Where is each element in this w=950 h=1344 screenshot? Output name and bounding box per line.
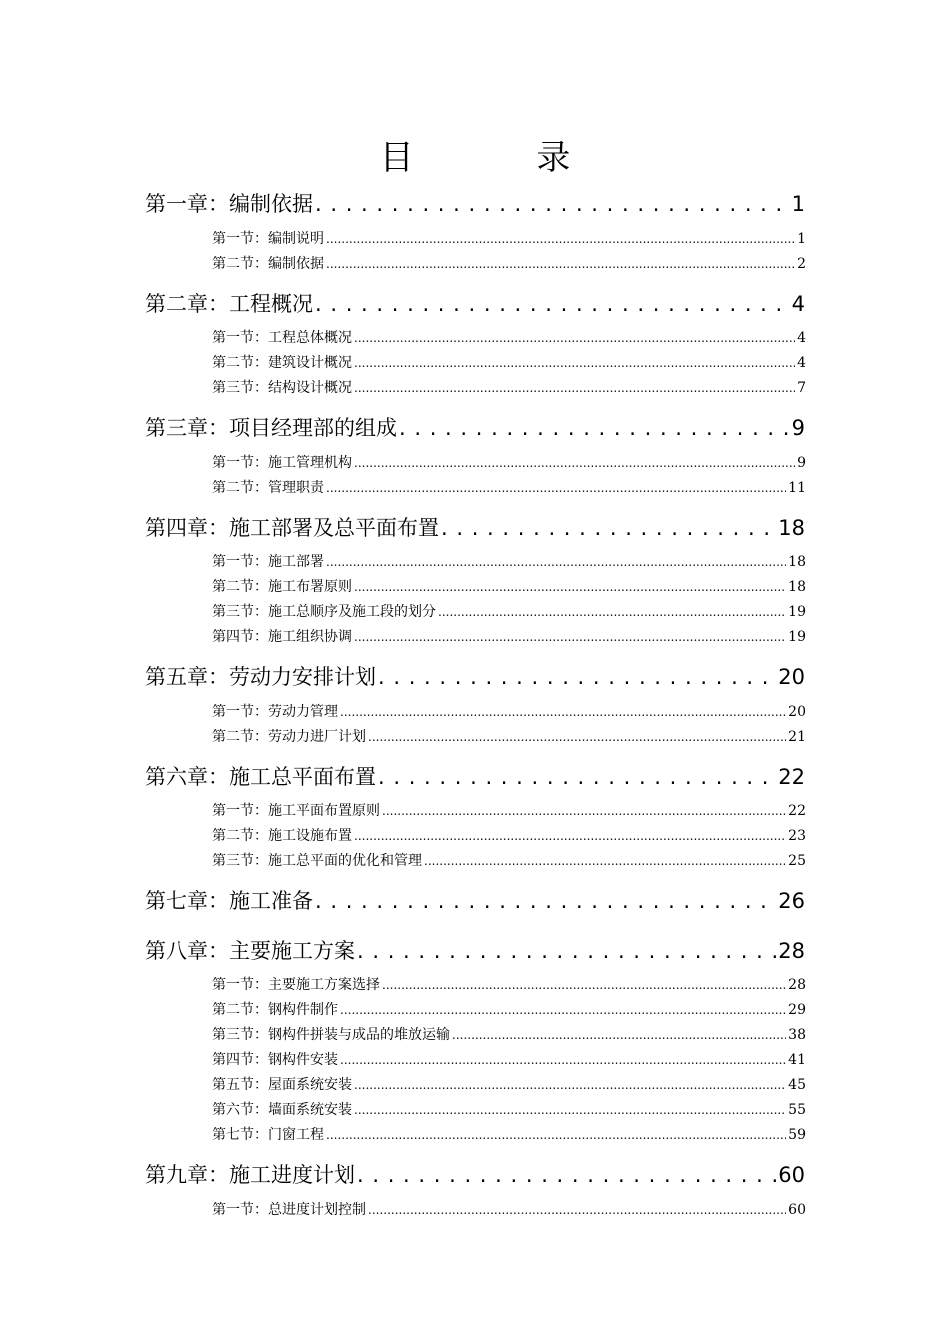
toc-section-entry[interactable] xyxy=(212,601,806,621)
dot-leader xyxy=(382,977,786,993)
dot-leader xyxy=(357,939,776,963)
toc-page-number: 22 xyxy=(788,803,806,819)
toc-page-number: 41 xyxy=(788,1052,806,1068)
dot-leader xyxy=(368,1202,786,1218)
toc-entry-label: 第一节：编制说明 xyxy=(212,231,324,247)
toc-page-number: 22 xyxy=(778,765,805,789)
toc-section-entry[interactable] xyxy=(212,1099,806,1119)
toc-entry-label: 第三节：结构设计概况 xyxy=(212,380,352,396)
dot-leader xyxy=(354,1102,786,1118)
toc-section-entry[interactable] xyxy=(212,825,806,845)
dot-leader xyxy=(357,1163,776,1187)
toc-section-entry[interactable] xyxy=(212,228,806,248)
toc-page-number: 60 xyxy=(778,1163,805,1187)
toc-section-entry[interactable] xyxy=(212,974,806,994)
dot-leader xyxy=(354,380,795,396)
toc-page-number: 4 xyxy=(791,292,805,316)
toc-section-entry[interactable] xyxy=(212,1124,806,1144)
toc-entry-label: 第二章：工程概况 xyxy=(145,292,313,316)
toc-chapter-entry[interactable] xyxy=(145,512,805,542)
dot-leader xyxy=(378,665,776,689)
toc-entry-label: 第四章：施工部署及总平面布置 xyxy=(145,516,439,540)
toc-page-number: 9 xyxy=(797,455,806,471)
toc-page-number: 25 xyxy=(788,853,806,869)
toc-page-number: 55 xyxy=(788,1102,806,1118)
toc-section-entry[interactable] xyxy=(212,327,806,347)
dot-leader xyxy=(315,192,790,216)
toc-entry-label: 第二节：劳动力进厂计划 xyxy=(212,729,366,745)
toc-entry-label: 第一节：劳动力管理 xyxy=(212,704,338,720)
toc-section-entry[interactable] xyxy=(212,477,806,497)
toc-page-number: 38 xyxy=(788,1027,806,1043)
dot-leader xyxy=(382,803,786,819)
toc-page-number: 9 xyxy=(791,416,805,440)
toc-section-entry[interactable] xyxy=(212,1074,806,1094)
toc-entry-label: 第六节：墙面系统安装 xyxy=(212,1102,352,1118)
dot-leader xyxy=(340,1052,786,1068)
dot-leader xyxy=(424,853,786,869)
toc-section-entry[interactable] xyxy=(212,1049,806,1069)
toc-chapter-entry[interactable] xyxy=(145,661,805,691)
toc-entry-label: 第九章：施工进度计划 xyxy=(145,1163,355,1187)
toc-page-number: 18 xyxy=(788,579,806,595)
toc-section-entry[interactable] xyxy=(212,726,806,746)
toc-entry-label: 第二节：编制依据 xyxy=(212,256,324,272)
toc-page-number: 7 xyxy=(797,380,806,396)
dot-leader xyxy=(368,729,786,745)
toc-entry-label: 第五节：屋面系统安装 xyxy=(212,1077,352,1093)
toc-page-number: 28 xyxy=(788,977,806,993)
dot-leader xyxy=(326,480,786,496)
dot-leader xyxy=(354,1077,786,1093)
toc-chapter-entry[interactable] xyxy=(145,288,805,318)
toc-entry-label: 第二节：建筑设计概况 xyxy=(212,355,352,371)
toc-page-number: 28 xyxy=(778,939,805,963)
dot-leader xyxy=(452,1027,786,1043)
toc-page-number: 4 xyxy=(797,355,806,371)
dot-leader xyxy=(326,256,795,272)
toc-entry-label: 第七章：施工准备 xyxy=(145,889,313,913)
toc-entry-label: 第六章：施工总平面布置 xyxy=(145,765,376,789)
toc-page-number: 26 xyxy=(778,889,805,913)
toc-entry-label: 第四节：施工组织协调 xyxy=(212,629,352,645)
toc-section-entry[interactable] xyxy=(212,352,806,372)
dot-leader xyxy=(340,704,786,720)
toc-chapter-entry[interactable] xyxy=(145,188,805,218)
toc-page-number: 18 xyxy=(788,554,806,570)
toc-section-entry[interactable] xyxy=(212,850,806,870)
toc-chapter-entry[interactable] xyxy=(145,935,805,965)
dot-leader xyxy=(354,579,786,595)
dot-leader xyxy=(326,231,795,247)
toc-entry-label: 第二节：施工设施布置 xyxy=(212,828,352,844)
toc-section-entry[interactable] xyxy=(212,576,806,596)
toc-section-entry[interactable] xyxy=(212,452,806,472)
toc-entry-label: 第一节：主要施工方案选择 xyxy=(212,977,380,993)
toc-entry-label: 第一章：编制依据 xyxy=(145,192,313,216)
toc-page-number: 60 xyxy=(788,1202,806,1218)
toc-entry-label: 第一节：施工管理机构 xyxy=(212,455,352,471)
toc-chapter-entry[interactable] xyxy=(145,1159,805,1189)
toc-section-entry[interactable] xyxy=(212,626,806,646)
toc-entry-label: 第七节：门窗工程 xyxy=(212,1127,324,1143)
toc-section-entry[interactable] xyxy=(212,253,806,273)
toc-page-number: 4 xyxy=(797,330,806,346)
toc-entry-label: 第三章：项目经理部的组成 xyxy=(145,416,397,440)
toc-chapter-entry[interactable] xyxy=(145,761,805,791)
dot-leader xyxy=(354,330,795,346)
toc-page-number: 11 xyxy=(788,480,806,496)
toc-page-number: 23 xyxy=(788,828,806,844)
toc-entry-label: 第二节：施工布署原则 xyxy=(212,579,352,595)
toc-entry-label: 第二节：钢构件制作 xyxy=(212,1002,338,1018)
dot-leader xyxy=(315,292,790,316)
toc-section-entry[interactable] xyxy=(212,377,806,397)
toc-page-number: 19 xyxy=(788,629,806,645)
toc-page-number: 2 xyxy=(797,256,806,272)
toc-section-entry[interactable] xyxy=(212,999,806,1019)
toc-section-entry[interactable] xyxy=(212,800,806,820)
dot-leader xyxy=(354,828,786,844)
dot-leader xyxy=(326,1127,786,1143)
toc-entry-label: 第二节：管理职责 xyxy=(212,480,324,496)
toc-entry-label: 第一节：工程总体概况 xyxy=(212,330,352,346)
toc-entry-label: 第八章：主要施工方案 xyxy=(145,939,355,963)
toc-page-number: 1 xyxy=(797,231,806,247)
toc-entry-label: 第一节：总进度计划控制 xyxy=(212,1202,366,1218)
dot-leader xyxy=(378,765,776,789)
dot-leader xyxy=(315,889,776,913)
toc-entry-label: 第一节：施工平面布置原则 xyxy=(212,803,380,819)
dot-leader xyxy=(354,455,795,471)
toc-section-entry[interactable] xyxy=(212,701,806,721)
toc-section-entry[interactable] xyxy=(212,1199,806,1219)
toc-section-entry[interactable] xyxy=(212,551,806,571)
toc-page-number: 18 xyxy=(778,516,805,540)
dot-leader xyxy=(326,554,786,570)
toc-chapter-entry[interactable] xyxy=(145,885,805,915)
toc-section-entry[interactable] xyxy=(212,1024,806,1044)
dot-leader xyxy=(438,604,786,620)
dot-leader xyxy=(340,1002,786,1018)
toc-page-number: 29 xyxy=(788,1002,806,1018)
toc-entry-label: 第三节：钢构件拼装与成品的堆放运输 xyxy=(212,1027,450,1043)
page-title: 目 录 xyxy=(379,138,627,178)
toc-page-number: 20 xyxy=(788,704,806,720)
toc-entry-label: 第四节：钢构件安装 xyxy=(212,1052,338,1068)
toc-chapter-entry[interactable] xyxy=(145,412,805,442)
toc-page-number: 59 xyxy=(788,1127,806,1143)
toc-page-number: 1 xyxy=(791,192,805,216)
toc-entry-label: 第三节：施工总顺序及施工段的划分 xyxy=(212,604,436,620)
toc-page-number: 19 xyxy=(788,604,806,620)
dot-leader xyxy=(354,355,795,371)
toc-page-number: 20 xyxy=(778,665,805,689)
toc-entry-label: 第一节：施工部署 xyxy=(212,554,324,570)
toc-page-number: 21 xyxy=(788,729,806,745)
dot-leader xyxy=(399,416,790,440)
toc-page-number: 45 xyxy=(788,1077,806,1093)
toc-entry-label: 第五章：劳动力安排计划 xyxy=(145,665,376,689)
dot-leader xyxy=(441,516,776,540)
toc-entry-label: 第三节：施工总平面的优化和管理 xyxy=(212,853,422,869)
dot-leader xyxy=(354,629,786,645)
